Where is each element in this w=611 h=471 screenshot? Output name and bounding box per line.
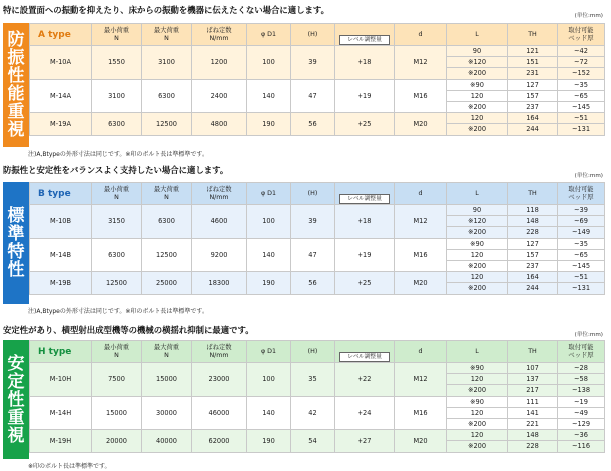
th-cell: 137 bbox=[508, 374, 558, 385]
th-cell: 217 bbox=[508, 385, 558, 396]
min-load-cell: 6300 bbox=[92, 113, 142, 135]
spec-table-b bbox=[29, 182, 605, 295]
table-row bbox=[30, 238, 605, 249]
model-cell: M-10A bbox=[30, 46, 92, 80]
spring-cell: 62000 bbox=[192, 430, 247, 452]
level-cell: +19 bbox=[335, 79, 395, 113]
mount-cell: ~35 bbox=[558, 79, 605, 90]
header-mountable-bed bbox=[558, 341, 605, 363]
side-label-char: 能 bbox=[7, 84, 25, 104]
mount-cell: ~131 bbox=[558, 283, 605, 294]
mount-cell: ~35 bbox=[558, 238, 605, 249]
th-cell: 157 bbox=[508, 90, 558, 101]
l-cell: 90 bbox=[447, 46, 508, 57]
mount-cell: ~36 bbox=[558, 430, 605, 441]
mount-cell: ~138 bbox=[558, 385, 605, 396]
h-cell: 35 bbox=[291, 363, 335, 397]
mount-cell: ~28 bbox=[558, 363, 605, 374]
spring-cell: 2400 bbox=[192, 79, 247, 113]
th-cell: 237 bbox=[508, 101, 558, 112]
level-cell: +24 bbox=[335, 396, 395, 430]
mount-cell: ~49 bbox=[558, 407, 605, 418]
h-cell: 39 bbox=[291, 205, 335, 239]
header-h: (H) bbox=[291, 24, 335, 46]
side-label-char: 視 bbox=[7, 425, 25, 446]
header-d: d bbox=[395, 183, 447, 205]
mount-cell: ~149 bbox=[558, 227, 605, 238]
header-max-load-line1: 最大荷重 bbox=[153, 343, 180, 351]
table-row bbox=[30, 205, 605, 216]
header-spring-constant bbox=[192, 341, 247, 363]
th-cell: 164 bbox=[508, 272, 558, 283]
spring-cell: 18300 bbox=[192, 272, 247, 294]
header-mountable-bed-line1: 取付可能 bbox=[568, 185, 594, 193]
th-cell: 141 bbox=[508, 407, 558, 418]
header-mountable-bed-line1: 取付可能 bbox=[568, 26, 594, 34]
type-label: B type bbox=[30, 183, 92, 205]
header-level-label: レベル調整量 bbox=[339, 35, 390, 45]
l-cell: ※90 bbox=[447, 238, 508, 249]
header-mountable-bed bbox=[558, 24, 605, 46]
th-cell: 237 bbox=[508, 260, 558, 271]
th-cell: 127 bbox=[508, 79, 558, 90]
header-h: (H) bbox=[291, 341, 335, 363]
level-cell: +25 bbox=[335, 113, 395, 135]
table-row bbox=[30, 113, 605, 124]
model-cell: M-19B bbox=[30, 272, 92, 294]
h-cell: 39 bbox=[291, 46, 335, 80]
model-cell: M-14A bbox=[30, 79, 92, 113]
h-cell: 47 bbox=[291, 238, 335, 272]
header-level bbox=[335, 24, 395, 46]
header-spring-constant-line1: ばね定数 bbox=[206, 26, 232, 34]
mount-cell: ~129 bbox=[558, 418, 605, 429]
mount-cell: ~116 bbox=[558, 441, 605, 452]
d-cell: M16 bbox=[395, 238, 447, 272]
side-label-char: 振 bbox=[7, 48, 25, 68]
table-row bbox=[30, 46, 605, 57]
model-cell: M-14B bbox=[30, 238, 92, 272]
side-label-char: 性 bbox=[7, 389, 25, 410]
th-cell: 231 bbox=[508, 68, 558, 79]
min-load-cell: 3100 bbox=[92, 79, 142, 113]
d1-cell: 100 bbox=[247, 205, 291, 239]
min-load-cell: 1550 bbox=[92, 46, 142, 80]
header-level bbox=[335, 183, 395, 205]
d1-cell: 140 bbox=[247, 396, 291, 430]
level-cell: +22 bbox=[335, 363, 395, 397]
header-th: TH bbox=[508, 24, 558, 46]
header-max-load-line2: N bbox=[164, 193, 169, 201]
header-l: L bbox=[447, 24, 508, 46]
min-load-cell: 12500 bbox=[92, 272, 142, 294]
type-label: A type bbox=[30, 24, 92, 46]
table-row bbox=[30, 363, 605, 374]
l-cell: 90 bbox=[447, 205, 508, 216]
side-label-char: 安 bbox=[7, 353, 25, 374]
side-label-char: 防 bbox=[7, 30, 25, 50]
max-load-cell: 25000 bbox=[142, 272, 192, 294]
header-max-load bbox=[142, 183, 192, 205]
spec-table-h bbox=[29, 340, 605, 453]
header-mountable-bed-line1: 取付可能 bbox=[568, 343, 594, 351]
d-cell: M12 bbox=[395, 205, 447, 239]
spring-cell: 4800 bbox=[192, 113, 247, 135]
spring-cell: 23000 bbox=[192, 363, 247, 397]
spring-cell: 1200 bbox=[192, 46, 247, 80]
l-cell: ※200 bbox=[447, 68, 508, 79]
level-cell: +25 bbox=[335, 272, 395, 294]
unit-label-a: (単位:mm) bbox=[574, 13, 603, 19]
level-cell: +18 bbox=[335, 46, 395, 80]
min-load-cell: 15000 bbox=[92, 396, 142, 430]
th-cell: 118 bbox=[508, 205, 558, 216]
header-d1: φ D1 bbox=[247, 24, 291, 46]
model-cell: M-10H bbox=[30, 363, 92, 397]
header-min-load-line2: N bbox=[114, 34, 119, 42]
header-l: L bbox=[447, 341, 508, 363]
header-level-label: レベル調整量 bbox=[339, 352, 390, 362]
header-spring-constant-line2: N/mm bbox=[209, 34, 229, 42]
unit-label-h: (単位:mm) bbox=[574, 332, 603, 338]
th-cell: 228 bbox=[508, 441, 558, 452]
unit-label-b: (単位:mm) bbox=[574, 173, 603, 179]
header-spring-constant bbox=[192, 24, 247, 46]
l-cell: 120 bbox=[447, 90, 508, 101]
header-level bbox=[335, 341, 395, 363]
table-row bbox=[30, 79, 605, 90]
d1-cell: 190 bbox=[247, 430, 291, 452]
header-spring-constant-line2: N/mm bbox=[209, 351, 229, 359]
l-cell: 120 bbox=[447, 407, 508, 418]
section-h-side-label bbox=[3, 340, 29, 459]
l-cell: ※90 bbox=[447, 363, 508, 374]
header-level-label: レベル調整量 bbox=[339, 194, 390, 204]
h-cell: 47 bbox=[291, 79, 335, 113]
header-max-load-line2: N bbox=[164, 351, 169, 359]
l-cell: 120 bbox=[447, 374, 508, 385]
header-min-load-line1: 最小荷重 bbox=[103, 185, 130, 193]
header-mountable-bed bbox=[558, 183, 605, 205]
header-min-load bbox=[92, 24, 142, 46]
header-mountable-bed-line2: ベッド厚 bbox=[568, 34, 594, 42]
l-cell: 120 bbox=[447, 430, 508, 441]
min-load-cell: 7500 bbox=[92, 363, 142, 397]
side-label-char: 性 bbox=[7, 66, 25, 86]
l-cell: ※120 bbox=[447, 216, 508, 227]
th-cell: 121 bbox=[508, 46, 558, 57]
table-row bbox=[30, 430, 605, 441]
h-cell: 56 bbox=[291, 113, 335, 135]
model-cell: M-10B bbox=[30, 205, 92, 239]
l-cell: ※90 bbox=[447, 79, 508, 90]
mount-cell: ~51 bbox=[558, 113, 605, 124]
header-max-load bbox=[142, 341, 192, 363]
side-label-char: 準 bbox=[7, 224, 25, 244]
header-mountable-bed-line2: ベッド厚 bbox=[568, 193, 594, 201]
l-cell: ※200 bbox=[447, 385, 508, 396]
table-row bbox=[30, 396, 605, 407]
header-d: d bbox=[395, 24, 447, 46]
th-cell: 244 bbox=[508, 124, 558, 135]
level-cell: +18 bbox=[335, 205, 395, 239]
type-label: H type bbox=[30, 341, 92, 363]
mount-cell: ~145 bbox=[558, 260, 605, 271]
header-spring-constant-line1: ばね定数 bbox=[206, 343, 232, 351]
mount-cell: ~145 bbox=[558, 101, 605, 112]
side-label-char: 重 bbox=[7, 102, 25, 122]
section-b-note: 注)A,Btypeの外形寸法は同じです。※印のボルト長は準標準です。 bbox=[28, 308, 208, 315]
max-load-cell: 6300 bbox=[142, 79, 192, 113]
th-cell: 107 bbox=[508, 363, 558, 374]
section-h-note: ※印のボルト長は準標準です。 bbox=[28, 463, 111, 470]
header-spring-constant bbox=[192, 183, 247, 205]
max-load-cell: 40000 bbox=[142, 430, 192, 452]
mount-cell: ~72 bbox=[558, 57, 605, 68]
min-load-cell: 6300 bbox=[92, 238, 142, 272]
max-load-cell: 3100 bbox=[142, 46, 192, 80]
spring-cell: 9200 bbox=[192, 238, 247, 272]
header-min-load-line2: N bbox=[114, 351, 119, 359]
mount-cell: ~51 bbox=[558, 272, 605, 283]
section-b-side-label bbox=[3, 182, 29, 304]
header-min-load-line1: 最小荷重 bbox=[103, 26, 130, 34]
max-load-cell: 15000 bbox=[142, 363, 192, 397]
header-spring-constant-line1: ばね定数 bbox=[206, 185, 232, 193]
max-load-cell: 12500 bbox=[142, 113, 192, 135]
mount-cell: ~65 bbox=[558, 249, 605, 260]
d1-cell: 100 bbox=[247, 46, 291, 80]
header-max-load-line1: 最大荷重 bbox=[153, 185, 180, 193]
d1-cell: 190 bbox=[247, 113, 291, 135]
header-th: TH bbox=[508, 341, 558, 363]
mount-cell: ~69 bbox=[558, 216, 605, 227]
th-cell: 127 bbox=[508, 238, 558, 249]
th-cell: 148 bbox=[508, 216, 558, 227]
th-cell: 244 bbox=[508, 283, 558, 294]
mount-cell: ~65 bbox=[558, 90, 605, 101]
max-load-cell: 6300 bbox=[142, 205, 192, 239]
l-cell: ※200 bbox=[447, 124, 508, 135]
mount-cell: ~19 bbox=[558, 396, 605, 407]
l-cell: ※200 bbox=[447, 418, 508, 429]
model-cell: M-19H bbox=[30, 430, 92, 452]
mount-cell: ~39 bbox=[558, 205, 605, 216]
level-cell: +27 bbox=[335, 430, 395, 452]
header-min-load-line1: 最小荷重 bbox=[103, 343, 130, 351]
header-d1: φ D1 bbox=[247, 183, 291, 205]
mount-cell: ~131 bbox=[558, 124, 605, 135]
d1-cell: 140 bbox=[247, 238, 291, 272]
header-min-load bbox=[92, 341, 142, 363]
h-cell: 42 bbox=[291, 396, 335, 430]
max-load-cell: 30000 bbox=[142, 396, 192, 430]
l-cell: 120 bbox=[447, 113, 508, 124]
section-a-title: 特に設置面への振動を抑えたり、床からの振動を機器に伝えたくない場合に適します。 bbox=[3, 5, 329, 15]
th-cell: 164 bbox=[508, 113, 558, 124]
d-cell: M20 bbox=[395, 113, 447, 135]
mount-cell: ~58 bbox=[558, 374, 605, 385]
header-mountable-bed-line2: ベッド厚 bbox=[568, 351, 594, 359]
header-d: d bbox=[395, 341, 447, 363]
header-max-load-line2: N bbox=[164, 34, 169, 42]
spring-cell: 4600 bbox=[192, 205, 247, 239]
l-cell: ※120 bbox=[447, 57, 508, 68]
d-cell: M20 bbox=[395, 430, 447, 452]
l-cell: ※200 bbox=[447, 260, 508, 271]
th-cell: 151 bbox=[508, 57, 558, 68]
l-cell: ※200 bbox=[447, 101, 508, 112]
l-cell: 120 bbox=[447, 249, 508, 260]
section-a-note: 注)A,Btypeの外形寸法は同じです。※印のボルト長は準標準です。 bbox=[28, 151, 208, 158]
d1-cell: 190 bbox=[247, 272, 291, 294]
th-cell: 228 bbox=[508, 227, 558, 238]
spec-table-a bbox=[29, 23, 605, 136]
header-min-load-line2: N bbox=[114, 193, 119, 201]
mount-cell: ~42 bbox=[558, 46, 605, 57]
section-h-title: 安定性があり、横型射出成型機等の機械の横揺れ抑制に最適です。 bbox=[3, 325, 254, 335]
table-row bbox=[30, 272, 605, 283]
section-a-side-label bbox=[3, 23, 29, 147]
th-cell: 221 bbox=[508, 418, 558, 429]
header-th: TH bbox=[508, 183, 558, 205]
d1-cell: 140 bbox=[247, 79, 291, 113]
max-load-cell: 12500 bbox=[142, 238, 192, 272]
d-cell: M20 bbox=[395, 272, 447, 294]
mount-cell: ~152 bbox=[558, 68, 605, 79]
model-cell: M-19A bbox=[30, 113, 92, 135]
side-label-char: 特 bbox=[7, 242, 25, 262]
min-load-cell: 20000 bbox=[92, 430, 142, 452]
header-min-load bbox=[92, 183, 142, 205]
header-d1: φ D1 bbox=[247, 341, 291, 363]
side-label-char: 標 bbox=[7, 206, 25, 226]
th-cell: 157 bbox=[508, 249, 558, 260]
d-cell: M16 bbox=[395, 396, 447, 430]
d-cell: M12 bbox=[395, 46, 447, 80]
header-l: L bbox=[447, 183, 508, 205]
side-label-char: 視 bbox=[7, 120, 25, 140]
h-cell: 56 bbox=[291, 272, 335, 294]
d-cell: M12 bbox=[395, 363, 447, 397]
th-cell: 148 bbox=[508, 430, 558, 441]
level-cell: +19 bbox=[335, 238, 395, 272]
l-cell: 120 bbox=[447, 272, 508, 283]
header-max-load bbox=[142, 24, 192, 46]
l-cell: ※90 bbox=[447, 396, 508, 407]
d1-cell: 100 bbox=[247, 363, 291, 397]
section-b-title: 防振性と安定性をバランスよく支持したい場合に適します。 bbox=[3, 165, 229, 175]
header-h: (H) bbox=[291, 183, 335, 205]
l-cell: ※200 bbox=[447, 283, 508, 294]
l-cell: ※200 bbox=[447, 441, 508, 452]
side-label-char: 性 bbox=[7, 260, 25, 280]
side-label-char: 定 bbox=[7, 371, 25, 392]
side-label-char: 重 bbox=[7, 407, 25, 428]
l-cell: ※200 bbox=[447, 227, 508, 238]
th-cell: 111 bbox=[508, 396, 558, 407]
min-load-cell: 3150 bbox=[92, 205, 142, 239]
header-spring-constant-line2: N/mm bbox=[209, 193, 229, 201]
header-max-load-line1: 最大荷重 bbox=[153, 26, 180, 34]
h-cell: 54 bbox=[291, 430, 335, 452]
d-cell: M16 bbox=[395, 79, 447, 113]
spring-cell: 46000 bbox=[192, 396, 247, 430]
model-cell: M-14H bbox=[30, 396, 92, 430]
